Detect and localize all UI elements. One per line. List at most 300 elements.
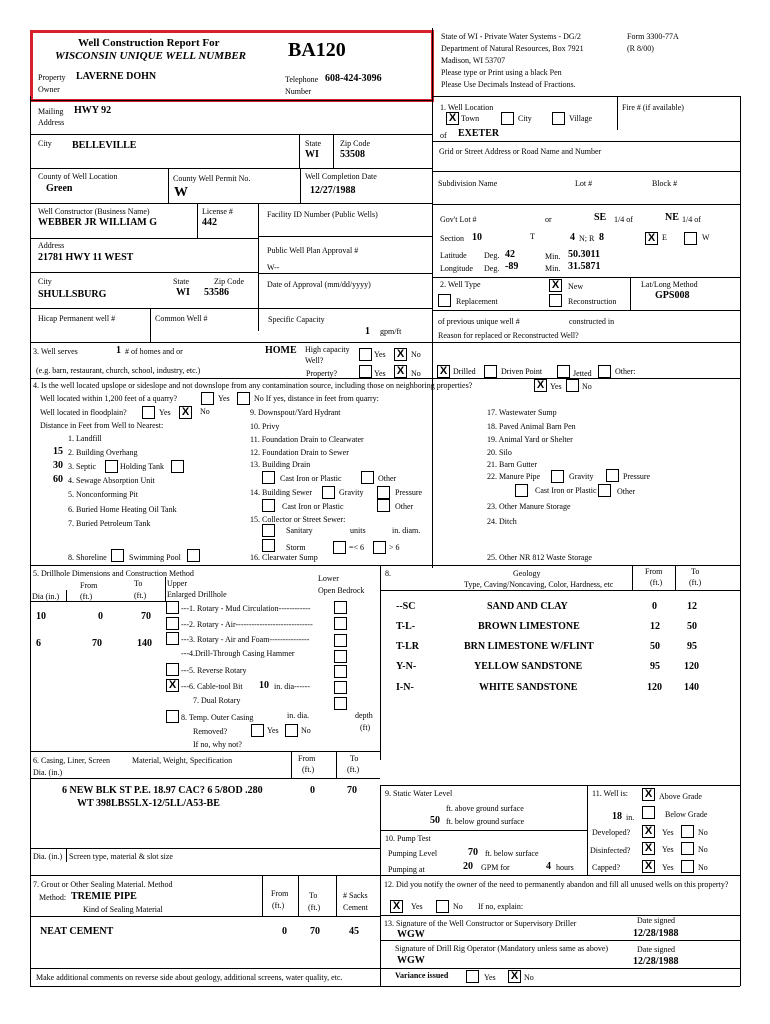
wastewater-sump-label: 17. Wastewater Sump	[487, 408, 557, 417]
removed-yes-checkbox[interactable]	[251, 724, 264, 737]
geology-sub-label: Type, Caving/Noncaving, Color, Hardness, etc	[464, 580, 614, 589]
geology-from: 0	[652, 601, 657, 612]
latlong-method: GPS008	[655, 290, 690, 301]
septic-label: 3. Septic	[68, 462, 96, 471]
grout-method: TREMIE PIPE	[71, 891, 137, 902]
outer-casing-checkbox[interactable]	[166, 710, 179, 723]
lon-min-label: Min.	[545, 264, 561, 273]
new-label: New	[568, 282, 584, 291]
owner-city-label: City	[38, 139, 52, 148]
geology-to: 95	[687, 641, 697, 652]
grout-to: 70	[310, 926, 320, 937]
rule	[336, 751, 337, 778]
le6-label: =< 6	[349, 543, 365, 552]
well-serves-label: 3. Well serves	[33, 347, 78, 356]
hicap-question: High capacity	[305, 345, 350, 354]
casing-from-unit: (ft.)	[302, 765, 315, 774]
longitude-minutes: 31.5871	[568, 261, 601, 272]
abandon-no-checkbox[interactable]	[436, 900, 449, 913]
quarter-quarter: SE	[594, 212, 607, 223]
longitude-label: Longitude	[440, 264, 473, 273]
block-label: Block #	[652, 179, 678, 188]
capped-no-checkbox[interactable]	[681, 860, 694, 873]
rule	[336, 876, 337, 916]
gpm-label: gpm/ft	[380, 327, 402, 336]
reverse-rotary-checkbox[interactable]	[166, 663, 179, 676]
abandon-yes-checkbox[interactable]: X	[390, 900, 403, 913]
sewer-cast-iron-checkbox[interactable]	[262, 499, 275, 512]
casing-description: 6 NEW BLK ST P.E. 18.97 CAC? 6 5/8OD .280	[62, 785, 263, 796]
reconstruction-label: Reconstruction	[568, 297, 617, 306]
street-sewer-label: 15. Collector or Street Sewer:	[250, 515, 346, 524]
hicap-label: Hicap Permanent well #	[38, 314, 116, 323]
geology-from: 95	[650, 661, 660, 672]
screen-label: Screen type, material & slot size	[69, 852, 173, 861]
drillhole-from-label: From	[80, 581, 98, 590]
casing-to: 70	[347, 785, 357, 796]
rotary-air-checkbox[interactable]	[166, 617, 179, 630]
rule	[300, 168, 301, 203]
static-level-value: 50	[430, 815, 440, 826]
owner-mailing-address: HWY 92	[74, 105, 112, 116]
agency-line-1: State of WI - Private Water Systems - DG/2	[441, 32, 581, 41]
silo-label: 20. Silo	[487, 448, 512, 457]
static-level-label: 9. Static Water Level	[385, 789, 453, 798]
township-label: T	[530, 232, 535, 241]
developed-no-checkbox[interactable]	[681, 825, 694, 838]
approval-date-label: Date of Approval (mm/dd/yyyy)	[267, 280, 371, 289]
geology-from: 120	[647, 682, 662, 693]
geology-to: 140	[684, 682, 699, 693]
upslope-no-checkbox[interactable]	[566, 379, 579, 392]
rule	[258, 236, 432, 237]
village-checkbox[interactable]	[552, 112, 565, 125]
shoreline-checkbox[interactable]	[111, 549, 124, 562]
casing-hammer-label: ---4.Drill-Through Casing Hammer	[181, 649, 295, 658]
variance-yes-label: Yes	[484, 973, 496, 982]
rule	[380, 830, 587, 831]
disinfected-yes-label: Yes	[662, 845, 674, 854]
drillhole-to: 140	[137, 638, 152, 649]
drain-other-checkbox[interactable]	[361, 471, 374, 484]
completion-date: 12/27/1988	[310, 185, 356, 196]
other-method-label: Other:	[615, 367, 636, 376]
geology-to-label: To	[691, 567, 700, 576]
jetted-checkbox[interactable]	[557, 365, 570, 378]
capped-yes-label: Yes	[662, 863, 674, 872]
cable-tool-checkbox[interactable]: X	[166, 679, 179, 692]
latitude-degrees: 42	[505, 249, 515, 260]
constructor-signature: WGW	[397, 929, 425, 940]
variance-yes-checkbox[interactable]	[466, 970, 479, 983]
rotary-foam-label: ---3. Rotary - Air and Foam---------------	[181, 635, 310, 644]
geology-from-unit: (ft.)	[650, 578, 663, 587]
municipality-name: EXETER	[458, 128, 500, 139]
section-value: 10	[472, 232, 482, 243]
form-revision: (R 8/00)	[627, 44, 654, 53]
manure-other-label: Other	[617, 487, 636, 496]
pumping-below-label: ft. below surface	[485, 849, 539, 858]
rule	[380, 968, 740, 969]
above-ground-label: ft. above ground surface	[446, 804, 524, 813]
below-grade-label: Below Grade	[665, 810, 708, 819]
constructor-name: WEBBER JR WILLIAM G	[38, 217, 158, 228]
govt-lot-label: Gov't Lot #	[440, 215, 477, 224]
drilled-checkbox[interactable]: X	[437, 365, 450, 378]
geology-code: Y-N-	[396, 661, 417, 672]
frame-right	[740, 96, 741, 986]
cable-tool-checkbox-lower[interactable]	[334, 681, 347, 694]
grout-method-label: Method:	[39, 893, 67, 902]
replacement-checkbox[interactable]	[438, 294, 451, 307]
or-label: or	[545, 215, 552, 224]
homes-label: # of homes and or	[125, 347, 183, 356]
well-is-label: 11. Well is:	[592, 789, 629, 798]
septic-checkbox[interactable]	[105, 460, 118, 473]
subdivision-label: Subdivision Name	[438, 179, 498, 188]
town-checkbox[interactable]: X	[446, 112, 459, 125]
license-number: 442	[202, 217, 217, 228]
sewer-cast-iron-label: Cast Iron or Plastic	[282, 502, 344, 511]
holding-tank-checkbox[interactable]	[171, 460, 184, 473]
owner-state: WI	[305, 149, 319, 160]
drilled-label: Drilled	[453, 367, 476, 376]
hours-label: hours	[556, 863, 574, 872]
latlong-method-label: Lat/Long Method	[641, 280, 698, 289]
constructor-city-label: City	[38, 277, 52, 286]
county-label: County of Well Location	[38, 172, 118, 181]
latitude-label: Latitude	[440, 251, 467, 260]
casing-hammer-checkbox-lower[interactable]	[334, 650, 347, 663]
telephone-label: Telephone	[285, 75, 319, 84]
sacks-label: # Sacks	[343, 891, 368, 900]
geology-to: 12	[687, 601, 697, 612]
building-drain-label: 13. Building Drain	[250, 460, 311, 469]
quarry-yes-label: Yes	[218, 394, 230, 403]
rule	[30, 100, 432, 101]
specific-capacity: 1	[365, 326, 370, 337]
owner-label: Property	[38, 73, 66, 82]
open-bedrock-label: Open Bedrock	[318, 586, 365, 595]
removed-no-checkbox[interactable]	[285, 724, 298, 737]
city-label: City	[518, 114, 532, 123]
casing-dia-label: Dia. (in.)	[33, 768, 63, 777]
rule	[380, 590, 740, 591]
rule	[432, 204, 740, 205]
rule	[30, 308, 432, 309]
distance-label: Distance in Feet from Well to Nearest:	[40, 421, 164, 430]
other-method-checkbox[interactable]	[598, 365, 611, 378]
permit-label: County Well Permit No.	[173, 174, 251, 183]
rule	[30, 378, 740, 379]
rule	[258, 203, 259, 331]
gpm-for-label: GPM for	[481, 863, 510, 872]
sealing-kind-label: Kind of Sealing Material	[83, 905, 163, 914]
rotary-foam-checkbox[interactable]	[166, 632, 179, 645]
township-value: 4	[570, 232, 575, 243]
overhang-distance: 15	[53, 446, 63, 457]
drillhole-dia: 6	[36, 638, 41, 649]
lat-min-label: Min.	[545, 252, 561, 261]
property-label: Property?	[306, 369, 338, 378]
hicap-no-label: No	[411, 350, 421, 359]
owner-label-2: Owner	[38, 85, 60, 94]
rotary-air-checkbox-lower[interactable]	[334, 617, 347, 630]
pool-checkbox[interactable]	[187, 549, 200, 562]
rule	[630, 277, 631, 310]
rule	[380, 785, 381, 986]
east-checkbox[interactable]: X	[645, 232, 658, 245]
serves-value: HOME	[265, 345, 297, 356]
agency-line-2: Department of Natural Resources, Box 7921	[441, 44, 584, 53]
manure-pressure-checkbox[interactable]	[606, 469, 619, 482]
nr812-storage-label: 25. Other NR 812 Waste Storage	[487, 553, 592, 562]
developed-yes-checkbox[interactable]: X	[642, 825, 655, 838]
constructor-city: SHULLSBURG	[38, 289, 107, 300]
driven-checkbox[interactable]	[484, 365, 497, 378]
geology-to: 50	[687, 621, 697, 632]
casing-label: 6. Casing, Liner, Screen	[33, 756, 110, 765]
rule	[333, 134, 334, 168]
oil-tank-label: 6. Buried Home Heating Oil Tank	[68, 505, 177, 514]
capped-no-label: No	[698, 863, 708, 872]
hicap-no-checkbox[interactable]: X	[394, 348, 407, 361]
abandon-explain-label: If no, explain:	[478, 902, 524, 911]
outer-casing-dia-label: in. dia.	[287, 711, 309, 720]
floodplain-yes-checkbox[interactable]	[142, 406, 155, 419]
grade-inches-label: in.	[626, 813, 635, 822]
cement-label: Cement	[343, 903, 368, 912]
ditch-label: 24. Ditch	[487, 517, 517, 526]
upslope-yes-label: Yes	[550, 382, 562, 391]
drillhole-dia: 10	[36, 611, 46, 622]
geology-description: YELLOW SANDSTONE	[474, 661, 583, 672]
manure-other-checkbox[interactable]	[598, 484, 611, 497]
drain-cast-iron-checkbox[interactable]	[262, 471, 275, 484]
casing-to-label: To	[350, 754, 359, 763]
new-well-checkbox[interactable]: X	[549, 279, 562, 292]
rule	[168, 168, 169, 203]
sewer-gravity-checkbox[interactable]	[322, 486, 335, 499]
petroleum-tank-label: 7. Buried Petroleum Tank	[68, 519, 151, 528]
mailing-label-2: Address	[38, 118, 65, 127]
east-label: E	[662, 233, 667, 242]
rule	[30, 778, 380, 779]
operator-signature: WGW	[397, 955, 425, 966]
manure-cast-iron-label: Cast Iron or Plastic	[535, 486, 597, 495]
variance-no-label: No	[524, 973, 534, 982]
grout-label: 7. Grout or Other Sealing Material. Method	[33, 880, 173, 889]
removed-no-label: No	[301, 726, 311, 735]
owner-state-label: State	[305, 139, 321, 148]
drain-sewer-label: 12. Foundation Drain to Sewer	[250, 448, 349, 457]
hicap-yes-checkbox[interactable]	[359, 348, 372, 361]
disinfected-label: Disinfected?	[590, 846, 631, 855]
grade-inches-value: 18	[612, 811, 622, 822]
rotary-air-label: ---2. Rotary - Air-----------------------------	[181, 620, 313, 629]
section-label: Section	[440, 234, 464, 243]
barn-gutter-label: 21. Barn Gutter	[487, 460, 537, 469]
rule	[380, 915, 740, 916]
range-value: 8	[599, 232, 604, 243]
septic-distance: 30	[53, 460, 63, 471]
owner-city: BELLEVILLE	[72, 140, 137, 151]
rule	[30, 168, 432, 169]
dual-rotary-checkbox-lower[interactable]	[334, 697, 347, 710]
le6-checkbox[interactable]	[333, 541, 346, 554]
manure-gravity-label: Gravity	[569, 472, 594, 481]
property-yes-checkbox[interactable]	[359, 365, 372, 378]
owner-zip-label: Zip Code	[340, 139, 370, 148]
gt6-label: > 6	[389, 543, 400, 552]
below-grade-checkbox[interactable]	[642, 806, 655, 819]
rule	[30, 986, 740, 987]
drillhole-dia-label: Dia (in.)	[32, 592, 60, 601]
holding-tank-label: Holding Tank	[120, 462, 164, 471]
rotary-foam-checkbox-lower[interactable]	[334, 634, 347, 647]
storm-checkbox[interactable]	[262, 539, 275, 552]
developed-label: Developed?	[592, 828, 631, 837]
rule	[30, 601, 165, 602]
header-rule	[432, 96, 740, 97]
west-checkbox[interactable]	[684, 232, 697, 245]
rule	[30, 272, 258, 273]
building-sewer-label: 14. Building Sewer	[250, 488, 312, 497]
rule	[380, 785, 740, 786]
rule	[66, 590, 67, 602]
dual-rotary-label: 7. Dual Rotary	[193, 696, 241, 705]
depth-label: depth	[355, 711, 373, 720]
reverse-rotary-checkbox-lower[interactable]	[334, 665, 347, 678]
sewer-other-label: Other	[395, 502, 414, 511]
geology-code: T-LR	[396, 641, 419, 652]
removed-label: Removed?	[193, 727, 228, 736]
upslope-no-label: No	[582, 382, 592, 391]
floodplain-no-label: No	[200, 407, 210, 416]
replacement-label: Replacement	[456, 297, 498, 306]
rule	[432, 310, 740, 311]
geology-to: 120	[684, 661, 699, 672]
units-label: units	[350, 526, 366, 535]
plan-approval-value: W--	[267, 263, 280, 272]
geology-from-label: From	[645, 567, 663, 576]
drillhole-from: 70	[92, 638, 102, 649]
lat-deg-label: Deg.	[484, 251, 500, 260]
sewer-other-checkbox[interactable]	[377, 499, 390, 512]
downspout-label: 9. Downspout/Yard Hydrant	[250, 408, 341, 417]
geology-to-unit: (ft.)	[689, 578, 702, 587]
constructor-zip-label: Zip Code	[214, 277, 244, 286]
well-type-label: 2. Well Type	[440, 280, 481, 289]
disinfected-no-checkbox[interactable]	[681, 842, 694, 855]
property-no-label: No	[411, 369, 421, 378]
manure-cast-iron-checkbox[interactable]	[515, 484, 528, 497]
sanitary-checkbox[interactable]	[262, 524, 275, 537]
privy-label: 10. Privy	[250, 422, 280, 431]
rule	[30, 848, 380, 849]
animal-yard-label: 19. Animal Yard or Shelter	[487, 435, 573, 444]
constructor-label: Well Constructor (Business Name)	[38, 207, 150, 216]
variance-label: Variance issued	[395, 971, 449, 980]
longitude-degrees: -89	[505, 261, 519, 272]
grout-from-unit: (ft.)	[272, 901, 285, 910]
manure-pipe-label: 22. Manure Pipe	[487, 472, 541, 481]
gt6-checkbox[interactable]	[373, 541, 386, 554]
above-grade-checkbox[interactable]: X	[642, 788, 655, 801]
rule	[30, 565, 740, 566]
quarry-no-checkbox[interactable]	[237, 392, 250, 405]
serves-example: (e.g. barn, restaurant, church, school, industry, etc.)	[36, 366, 201, 375]
rule	[66, 848, 67, 862]
developed-yes-label: Yes	[662, 828, 674, 837]
rule	[632, 565, 633, 590]
disinfected-yes-checkbox[interactable]: X	[642, 842, 655, 855]
geology-number: 8.	[385, 569, 391, 578]
pool-label: Swimming Pool	[129, 553, 181, 562]
sewer-pressure-checkbox[interactable]	[377, 486, 390, 499]
rule	[30, 916, 380, 917]
drillhole-from: 0	[98, 611, 103, 622]
grout-sacks: 45	[349, 926, 359, 937]
city-checkbox[interactable]	[501, 112, 514, 125]
floodplain-yes-label: Yes	[159, 408, 171, 417]
reconstruction-checkbox[interactable]	[549, 294, 562, 307]
screen-dia-label: Dia. (in.)	[33, 852, 63, 861]
capped-yes-checkbox[interactable]: X	[642, 860, 655, 873]
rule	[30, 751, 380, 752]
rule	[432, 141, 740, 142]
quarry-question: Well located within 1,200 feet of a quarry?	[40, 394, 178, 403]
center-divider	[432, 28, 433, 568]
manure-gravity-checkbox[interactable]	[551, 470, 564, 483]
variance-no-checkbox[interactable]: X	[508, 970, 521, 983]
drillhole-label: 5. Drillhole Dimensions and Construction Method	[33, 569, 194, 578]
rotary-mud-checkbox[interactable]	[166, 601, 179, 614]
rule	[587, 785, 588, 875]
storm-label: Storm	[286, 543, 306, 552]
rotary-mud-checkbox-lower[interactable]	[334, 601, 347, 614]
quarry-yes-checkbox[interactable]	[201, 392, 214, 405]
quarter: NE	[665, 212, 679, 223]
above-grade-label: Above Grade	[659, 792, 702, 801]
date-signed-label-2: Date signed	[637, 945, 675, 954]
floodplain-no-checkbox[interactable]: X	[179, 406, 192, 419]
rule	[150, 308, 151, 343]
footer-note: Make additional comments on reverse side about geology, additional screens, water quality, etc.	[36, 973, 343, 982]
outer-casing-label: 8. Temp. Outer Casing	[181, 713, 254, 722]
county-value: Green	[46, 183, 73, 194]
sewer-gravity-label: Gravity	[339, 488, 364, 497]
geology-code: T-L-	[396, 621, 416, 632]
constructed-in-label: constructed in	[569, 317, 615, 326]
below-ground-label: ft. below ground surface	[446, 817, 525, 826]
upslope-yes-checkbox[interactable]: X	[534, 379, 547, 392]
constructor-sign-date: 12/28/1988	[633, 928, 679, 939]
rule	[30, 342, 740, 343]
abandon-yes-label: Yes	[411, 902, 423, 911]
rule	[617, 96, 618, 130]
developed-no-label: No	[698, 828, 708, 837]
rule	[30, 238, 258, 239]
signature-label: 13. Signature of the Well Constructor or Supervisory Driller	[384, 919, 577, 928]
casing-from: 0	[310, 785, 315, 796]
geology-description: BRN LIMESTONE W/FLINT	[464, 641, 594, 652]
property-no-checkbox[interactable]: X	[394, 365, 407, 378]
date-signed-label: Date signed	[637, 916, 675, 925]
report-title: Well Construction Report For	[78, 37, 220, 49]
cable-in-dia-label: in. dia------	[274, 682, 310, 691]
frame-left	[30, 96, 31, 986]
